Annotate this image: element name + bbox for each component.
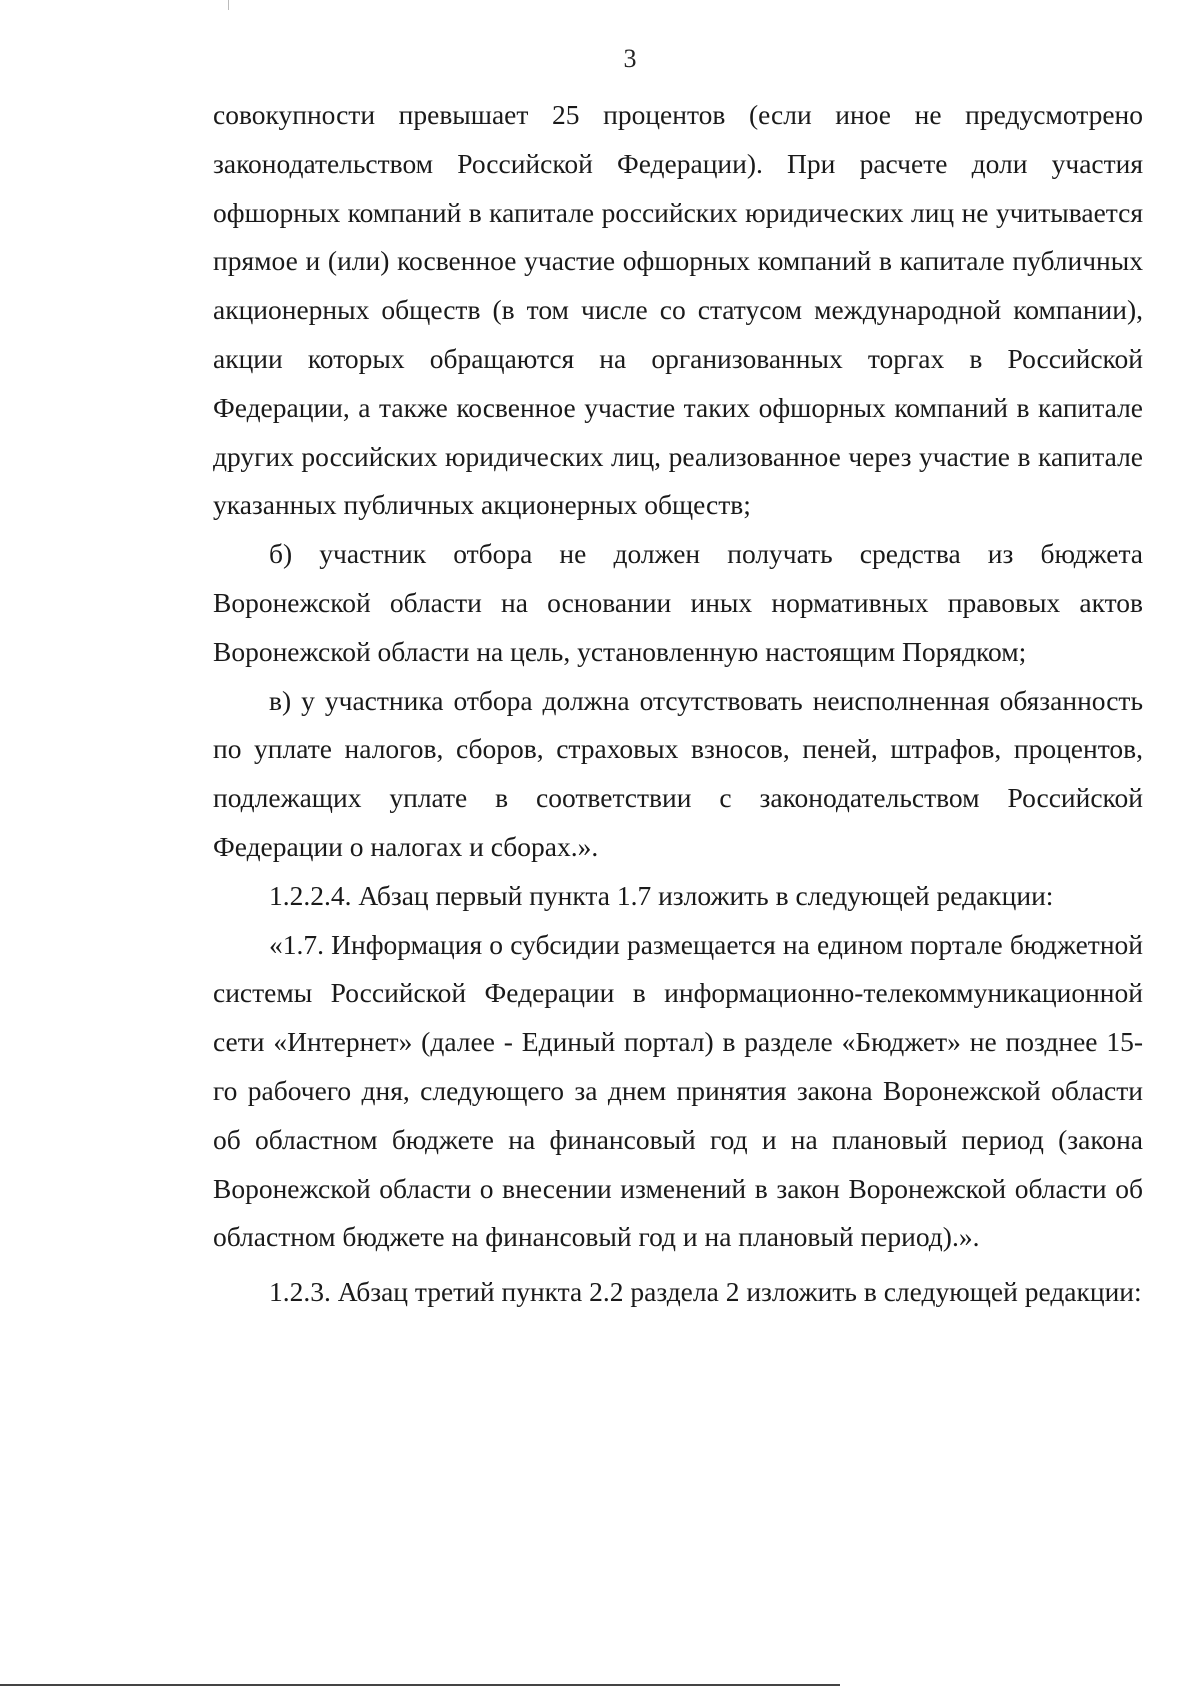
document-body — [213, 91, 1143, 1317]
paragraph-item-b: б) участник отбора не должен получать средства из бюджета Воронежской области на основании иных нормативных правовых актов Воронежской области на цель, установленную настоящим Порядком; — [213, 538, 1143, 667]
paragraph-continuation: совокупности превышает 25 процентов (если иное не предусмотрено законодательством Российской Федерации). При расчете доли участия офшорных компаний в капитале российских юридических лиц не учитывается прямое и (или) косвенное участие офшорных компаний в капитале публичных акционерных обществ (в том числе со статусом международной компании), акции которых обращаются на организованных торгах в Российской Федерации, а также косвенное участие таких офшорных компаний в капитале других российских юридических лиц, реализованное через участие в капитале указанных публичных акционерных обществ; — [213, 99, 1143, 521]
paragraph-item-v: в) у участника отбора должна отсутствовать неисполненная обязанность по уплате налогов, сборов, страховых взносов, пеней, штрафов, процентов, подлежащих уплате в соответствии с законодательством Российской Федерации о налогах и сборах.». — [213, 684, 1143, 862]
paragraph-1-7: «1.7. Информация о субсидии размещается на едином портале бюджетной системы Российской Федерации в информационно-телекоммуникационной сети «Интернет» (далее - Единый портал) в разделе «Бюджет» не позднее 15-го рабочего дня, следующего за днем принятия закона Воронежской области об областном бюджете на финансовый год и на плановый период (закона Воронежской области о внесении изменений в закон Воронежской области об областном бюджете на финансовый год и на плановый период).». — [213, 928, 1143, 1253]
scan-mark — [228, 0, 229, 10]
paragraph-1-2-3: 1.2.3. Абзац третий пункта 2.2 раздела 2 изложить в следующей редакции: — [269, 1276, 1142, 1308]
paragraph-1-2-2-4: 1.2.2.4. Абзац первый пункта 1.7 изложить в следующей редакции: — [269, 879, 1054, 911]
page-number: 3 — [623, 44, 637, 73]
bottom-rule — [0, 1684, 840, 1686]
